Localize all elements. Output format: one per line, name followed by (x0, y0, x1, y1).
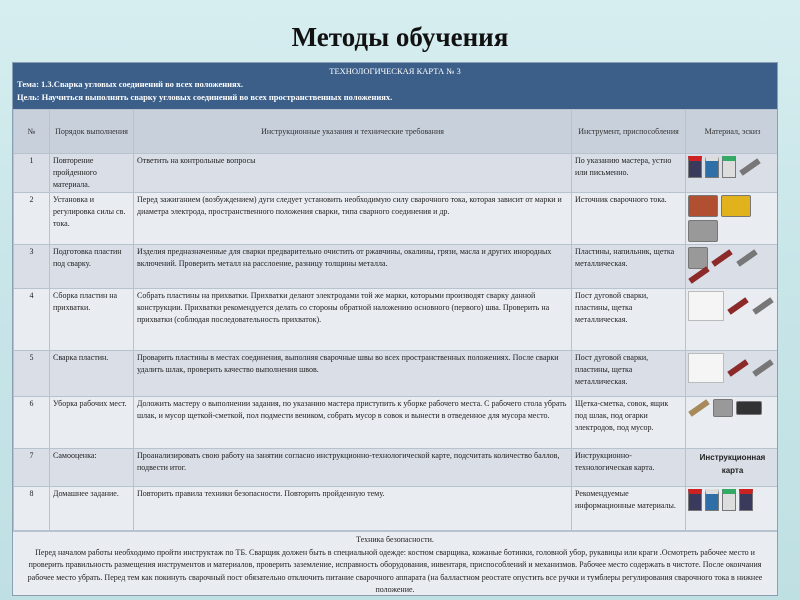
row-material (686, 193, 779, 245)
row-material (686, 351, 779, 397)
table-row (14, 351, 779, 397)
row-tools: Пост дуговой сварки, пластины, щетка металлическая. (572, 289, 686, 351)
card-topic: Тема: 1.3.Сварка угловых соединений во всех положениях. (17, 79, 244, 89)
row-order: Уборка рабочих мест. (50, 397, 134, 449)
card-heading: ТЕХНОЛОГИЧЕСКАЯ КАРТА № 3 (329, 66, 461, 76)
hammer-image-icon (752, 359, 773, 377)
row-order: Подготовка пластин под сварку. (50, 245, 134, 289)
box-image-icon (736, 401, 762, 415)
row-order: Самооценка: (50, 449, 134, 487)
row-number: 1 (14, 154, 50, 193)
row-number: 4 (14, 289, 50, 351)
book-image-icon (722, 156, 736, 178)
table-row (14, 193, 779, 245)
row-material-label: Инструкционная карта (686, 449, 779, 487)
book-image-icon (739, 489, 753, 511)
safety-section (13, 531, 777, 596)
row-instructions: Изделия предназначенные для сварки предварительно очистить от ржавчины, окалины, грязи, масла и других инородных включений. Проверить металл на расслоение, разницу толщины металла. (134, 245, 572, 289)
brush-image-icon (727, 359, 748, 377)
row-instructions: Доложить мастеру о выполнении задания, по указанию мастера приступить к уборке рабочего места. С рабочего стола убрать шлак, и мусор щеткой-сметкой, пол подмести веником, собрать мусор в совок и вынести в отведенное для мусора место. (134, 397, 572, 449)
broom-image-icon (688, 399, 709, 417)
book-image-icon (722, 489, 736, 511)
brush-image-icon (736, 249, 757, 267)
row-number: 5 (14, 351, 50, 397)
col-instructions: Инструкционные указания и технические требования (134, 110, 572, 154)
welding-machine-image-icon (688, 195, 718, 217)
safety-text: Перед началом работы необходимо пройти инструктаж по ТБ. Сварщик должен быть в специальной одежде: костюм сварщика, кожаные ботинки, головной убор, рукавицы или краги .Осмотреть рабочее место и проверить правильность размещения инструментов и материалов, проверить заземление, исправность оборудования, инвентаря, приспособлений и механизмов. Рабочее место содержать в чистоте. После окончания рабочее место убрать. Перед тем как покинуть сварочный пост обязательно отключить питание сварочного аппарата (на балластном реостате опустить все ручки и тумблеры регулирования сварочного тока в нижнее положение. (27, 547, 763, 594)
row-instructions: Проанализировать свою работу на занятии согласно инструкционно-технологической карте, подсчитать количество баллов, подвести итог. (134, 449, 572, 487)
row-number: 3 (14, 245, 50, 289)
tech-card (12, 62, 778, 596)
welding-machine-image-icon (688, 220, 718, 242)
table-row (14, 154, 779, 193)
col-order: Порядок выполнения (50, 110, 134, 154)
row-instructions: Собрать пластины на прихватки. Прихватки делают электродами той же марки, которыми производят сварку данной конструкции. Прихватки рекомендуется делать со стороны обратной наложению основного (первого) шва. Проверить на прихватки (соблюдая последовательность прихваток). (134, 289, 572, 351)
card-header (13, 63, 777, 109)
book-image-icon (688, 489, 702, 511)
row-instructions: Ответить на контрольные вопросы (134, 154, 572, 193)
table-row (14, 449, 779, 487)
row-order: Повторение пройденного материала. (50, 154, 134, 193)
row-material (686, 289, 779, 351)
row-tools: Пост дуговой сварки, пластины, щетка металлическая. (572, 351, 686, 397)
col-material: Материал, эскиз (686, 110, 779, 154)
file-image-icon (711, 249, 732, 267)
table-row (14, 245, 779, 289)
row-material (686, 397, 779, 449)
row-instructions: Проварить пластины в местах соединения, выполняя сварочные швы во всех пространственных положениях. После сварки удалить шлак, проверить качество выполнения швов. (134, 351, 572, 397)
table-row (14, 289, 779, 351)
row-tools: Щетка-сметка, совок, ящик под шлак, под огарки электродов, под мусор. (572, 397, 686, 449)
slide-title: Методы обучения (291, 22, 509, 52)
row-number: 8 (14, 487, 50, 531)
row-number: 2 (14, 193, 50, 245)
row-material (686, 487, 779, 531)
row-tools: Пластины, напильник, щетка металлическая. (572, 245, 686, 289)
book-image-icon (705, 156, 719, 178)
row-number: 7 (14, 449, 50, 487)
book-image-icon (688, 156, 702, 178)
card-goal: Цель: Научиться выполнять сварку угловых соединений во всех пространственных положениях. (17, 92, 393, 102)
table-header-row (14, 110, 779, 154)
row-instructions: Перед зажиганием (возбуждением) дуги следует установить необходимую силу сварочного тока, которая зависит от марки и диаметра электрода, пространственного положения сварки, типа сварного соединения и др. (134, 193, 572, 245)
dustpan-image-icon (713, 399, 733, 417)
row-order: Сварка пластин. (50, 351, 134, 397)
book-image-icon (705, 489, 719, 511)
row-order: Домашнее задание. (50, 487, 134, 531)
welder-sketch-image-icon (688, 353, 724, 383)
welder-sketch-image-icon (688, 291, 724, 321)
col-number: № (14, 110, 50, 154)
row-order: Установка и регулировка силы св. тока. (50, 193, 134, 245)
row-material (686, 245, 779, 289)
tech-table (13, 109, 778, 531)
col-tools: Инструмент, приспособления (572, 110, 686, 154)
table-row (14, 487, 779, 531)
row-order: Сборка пластин на прихватки. (50, 289, 134, 351)
safety-title: Техника безопасности. (356, 535, 434, 544)
row-tools: Источник сварочного тока. (572, 193, 686, 245)
row-tools: Рекомендуемые информационные материалы. (572, 487, 686, 531)
brush-image-icon (727, 297, 748, 315)
welding-machine-image-icon (721, 195, 751, 217)
row-material (686, 154, 779, 193)
table-row (14, 397, 779, 449)
row-instructions: Повторить правила техники безопасности. Повторить пройденную тему. (134, 487, 572, 531)
row-tools: По указанию мастера, устно или письменно. (572, 154, 686, 193)
row-tools: Инструкционно-технологическая карта. (572, 449, 686, 487)
row-number: 6 (14, 397, 50, 449)
hammer-image-icon (752, 297, 773, 315)
pen-image-icon (739, 158, 760, 176)
